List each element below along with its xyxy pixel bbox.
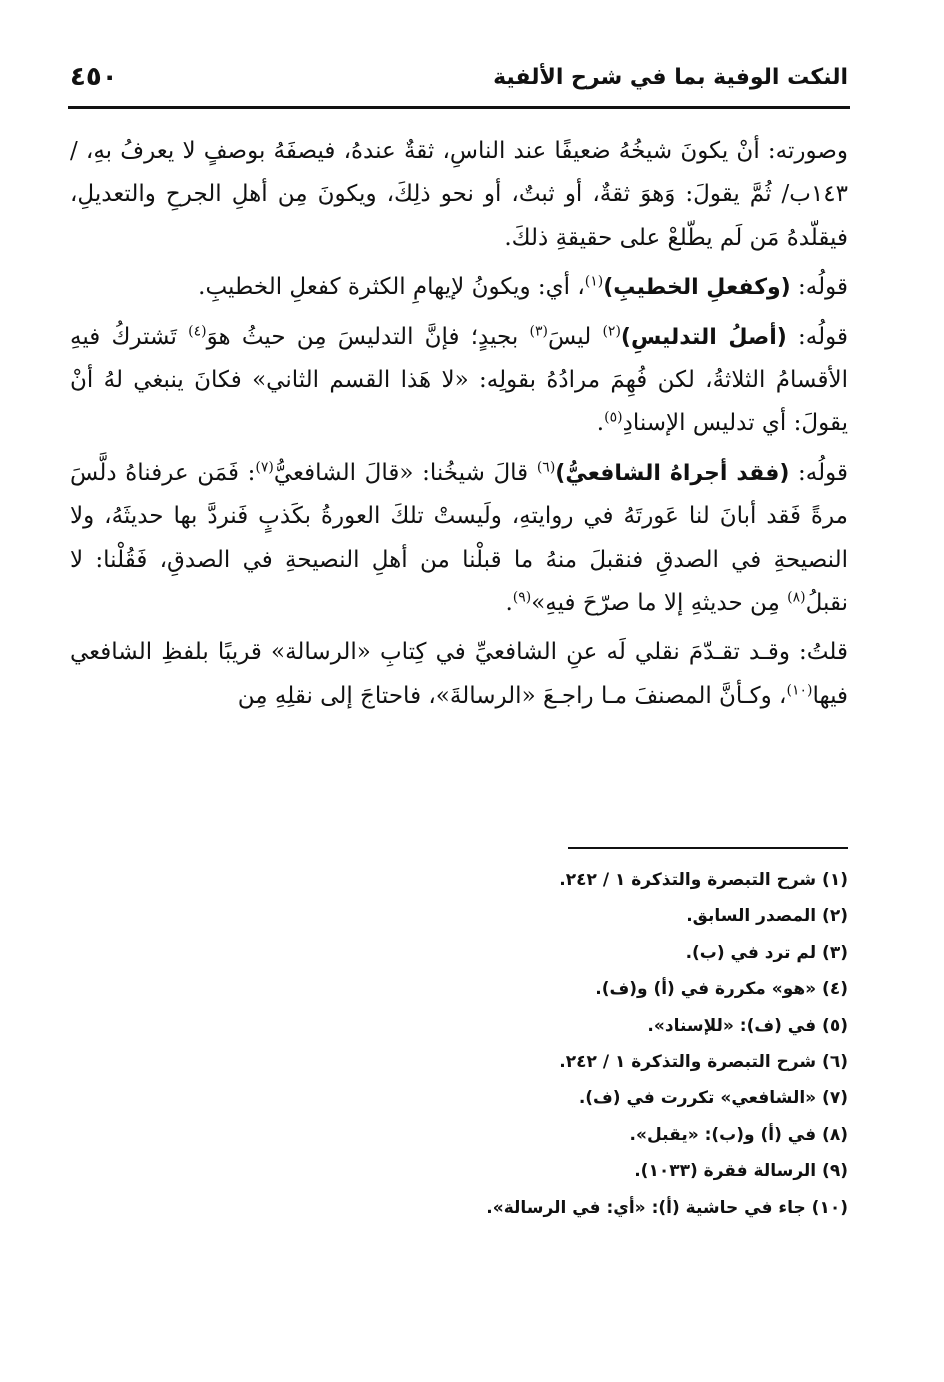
footnote-ref-9: (٩) — [512, 589, 532, 606]
footnote-rule — [568, 847, 848, 849]
page-number: ٤٥٠ — [70, 62, 118, 92]
footnote-ref-3: (٣) — [529, 322, 548, 339]
footnote-ref-5: (٥) — [604, 409, 623, 426]
footnote-5: (٥) في (ف): «للإسناد». — [647, 1015, 848, 1036]
paragraph-1: وصورته: أنْ يكونَ شيخُهُ ضعيفًا عند الناسِ، ثقةٌ عندهُ، فيصفَهُ بوصفٍ لا يعرفُ بهِ، /١٤٣ب/ ثُمَّ يقولَ: وَهوَ ثقةٌ، أو ثبتٌ، أو نحو ذلِكَ، ويكونَ مِن أهلِ الجرحِ والتعديلِ، فيقلّدهُ مَن لَم يطّلعْ على حقيقةِ ذلكَ. — [70, 138, 848, 251]
paragraph-2-text: ، أي: ويكونُ لإيهامِ الكثرة كفعلِ الخطيبِ. — [198, 274, 585, 301]
footnote-ref-10: (١٠) — [786, 682, 813, 699]
paragraph-3 — [70, 316, 848, 446]
footnote-4: (٤) «هو» مكررة في (أ) و(ف). — [595, 979, 848, 1000]
footnote-7: (٧) «الشافعي» تكررت في (ف). — [578, 1088, 848, 1109]
footnote-6: (٦) شرح التبصرة والتذكرة ١ / ٢٤٢. — [559, 1052, 848, 1073]
quoted-phrase: (وكفعلِ الخطيبِ) — [603, 275, 791, 301]
paragraph-4-text: . — [505, 590, 513, 617]
running-title: النكت الوفية بما في شرح الألفية — [493, 64, 848, 90]
footnote-ref-8: (٨) — [787, 589, 806, 606]
footnote-3: (٣) لم ترد في (ب). — [685, 942, 848, 963]
paragraph-4 — [70, 452, 848, 626]
paragraph-3-text: بجيدٍ؛ فإنَّ التدليسَ مِن حيثُ هوَ — [206, 323, 530, 350]
footnotes — [70, 862, 848, 1226]
paragraph-3-label: قولُه: — [786, 323, 848, 350]
quoted-phrase: (أصلُ التدليسِ) — [620, 324, 787, 350]
paragraph-5-text: ، وكـأنَّ المصنفَ مـا راجـعَ «الرسالةَ»، فاحتاجَ إلى نقلِهِ مِن — [237, 682, 787, 709]
footnote-ref-2: (٢) — [602, 322, 621, 339]
footnote-10: (١٠) جاء في حاشية (أ): «أي: في الرسالة». — [486, 1197, 848, 1218]
paragraph-3-text: . — [596, 410, 605, 437]
footnote-1: (١) شرح التبصرة والتذكرة ١ / ٢٤٢. — [559, 870, 848, 890]
paragraph-3-text: ليسَ — [547, 323, 603, 350]
paragraph-4-text: : فَمَن عرفناهُ دلَّسَ مرةً فَقد أبانَ لنا عَورتَهُ في روايتهِ، ولَيستْ تلكَ العورةُ بكَذبٍ فَنردَّ بها حديثَهُ، ولا النصيحةِ في الصدقِ فنقبلَ منهُ ما قبلْنا من أهلِ النصيحةِ في الصدقِ، فَقُلْنا: لا نقبلُ — [70, 459, 848, 617]
footnote-ref-1: (١) — [584, 273, 604, 290]
paragraph-5 — [70, 631, 848, 718]
footnote-8: (٨) في (أ) و(ب): «يقبل». — [629, 1124, 848, 1145]
page-header — [70, 58, 848, 96]
footnote-2: (٢) المصدر السابق. — [686, 906, 848, 927]
paragraph-5-text: وقـد تقـدّمَ نقلي لَه عنِ الشافعيِّ في كِتابِ «الرسالة» قريبًا بلفظِ الشافعي فيها — [70, 639, 848, 709]
footnote-ref-7: (٧) — [255, 459, 274, 476]
header-rule — [68, 106, 850, 109]
footnote-ref-6: (٦) — [536, 459, 556, 476]
main-text — [70, 130, 848, 724]
paragraph-3-text: تَشتركُ فيهِ الأقسامُ الثلاثةُ، لكن فُهِمَ مرادُهُ بقولِه: «لا هَذا القسم الثاني» فكانَ ينبغي لهُ أنْ يقولَ: أي تدليس الإسنادِ — [70, 323, 848, 437]
paragraph-4-label: قولُه: — [789, 459, 849, 486]
paragraph-2-label: قولُه: — [790, 274, 848, 301]
footnote-9: (٩) الرسالة فقرة (١٠٣٣). — [634, 1161, 848, 1182]
paragraph-4-text: قالَ شيخُنا: «قالَ الشافعيُّ — [273, 459, 537, 486]
paragraph-4-text: مِن حديثهِ إلا ما صرّحَ فيهِ» — [531, 590, 788, 617]
paragraph-5-label: قلتُ: — [789, 639, 848, 666]
footnote-ref-4: (٤) — [188, 322, 207, 339]
quoted-phrase: (فقد أجراهُ الشافعيُّ) — [555, 460, 790, 486]
paragraph-2 — [70, 266, 848, 309]
